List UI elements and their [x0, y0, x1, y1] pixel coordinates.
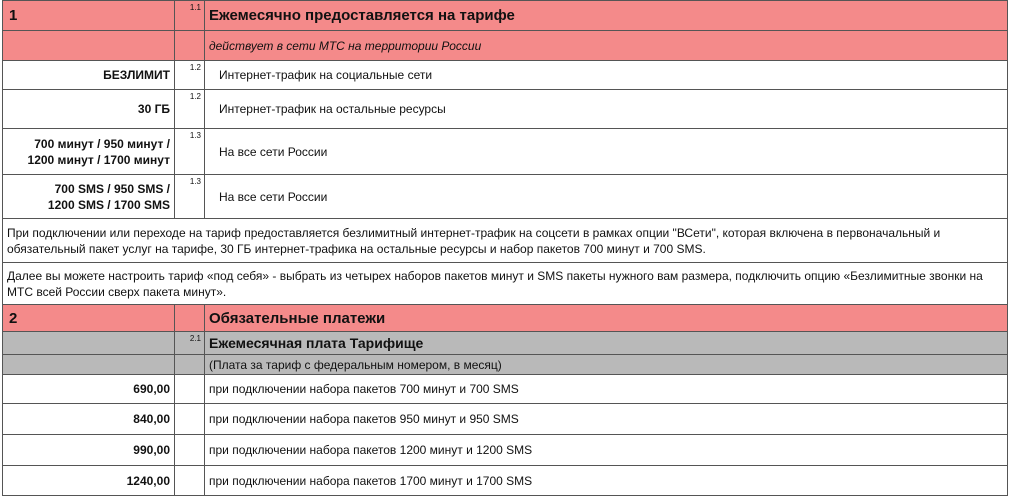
section1-subnumber: 1.1: [175, 1, 205, 31]
table-row: [3, 129, 1008, 175]
item-subnumber: 1.2: [175, 90, 205, 129]
section2-number: 2: [3, 305, 175, 332]
item-value: 30 ГБ: [3, 90, 175, 129]
price-value: 990,00: [3, 435, 175, 466]
section1-header-row: [3, 1, 1008, 31]
description-paragraph: Далее вы можете настроить тариф «под себя» - выбрать из четырех наборов пакетов минут и SMS пакеты нужного вам размера, подключить опцию «Безлимитные звонки на МТС всей России сверх пакета минут».: [3, 263, 1008, 305]
table-row: [3, 466, 1008, 496]
section1-note: действует в сети МТС на территории России: [205, 31, 1008, 61]
table-row: [3, 61, 1008, 90]
description-paragraph: При подключении или переходе на тариф предоставляется безлимитный интернет-трафик на соцсети в рамках опции "ВСети", которая включена в первоначальный и обязательный пакет услуг на тарифе, 30 ГБ интернет-трафика на остальные ресурсы и набор пакетов 700 минут и 700 SMS.: [3, 219, 1008, 263]
section1-note-row: [3, 31, 1008, 61]
section2-subnumber: 2.1: [175, 332, 205, 355]
section1-number: 1: [3, 1, 175, 31]
item-description: Интернет-трафик на остальные ресурсы: [205, 90, 1008, 129]
section2-subnote: (Плата за тариф с федеральным номером, в месяц): [205, 355, 1008, 375]
table-row: [3, 175, 1008, 219]
table-row: [3, 90, 1008, 129]
item-value: [3, 129, 175, 175]
item-description: Интернет-трафик на социальные сети: [205, 61, 1008, 90]
table-row: [3, 435, 1008, 466]
section2-header-row: [3, 305, 1008, 332]
section2-title: Обязательные платежи: [205, 305, 1008, 332]
item-subnumber: 1.3: [175, 129, 205, 175]
section1-title: Ежемесячно предоставляется на тарифе: [205, 1, 1008, 31]
price-value: 1240,00: [3, 466, 175, 496]
price-description: при подключении набора пакетов 700 минут и 700 SMS: [205, 375, 1008, 404]
item-subnumber: 1.2: [175, 61, 205, 90]
paragraph-row: [3, 263, 1008, 305]
section2-subnote-row: [3, 355, 1008, 375]
table-row: [3, 404, 1008, 435]
price-description: при подключении набора пакетов 950 минут и 950 SMS: [205, 404, 1008, 435]
item-description: На все сети России: [205, 129, 1008, 175]
table-row: [3, 375, 1008, 404]
item-value-line: 700 минут / 950 минут /: [34, 136, 170, 151]
price-description: при подключении набора пакетов 1200 минут и 1200 SMS: [205, 435, 1008, 466]
item-value: БЕЗЛИМИТ: [3, 61, 175, 90]
section2-subtitle: Ежемесячная плата Тарифище: [205, 332, 1008, 355]
section2-subheader-row: [3, 332, 1008, 355]
price-value: 840,00: [3, 404, 175, 435]
item-subnumber: 1.3: [175, 175, 205, 219]
item-value: [3, 175, 175, 219]
price-description: при подключении набора пакетов 1700 минут и 1700 SMS: [205, 466, 1008, 496]
price-value: 690,00: [3, 375, 175, 404]
tariff-table: [2, 0, 1008, 496]
item-description: На все сети России: [205, 175, 1008, 219]
item-value-line: 1200 минут / 1700 минут: [27, 152, 170, 167]
item-value-line: 1200 SMS / 1700 SMS: [47, 197, 170, 212]
item-value-line: 700 SMS / 950 SMS /: [54, 181, 170, 196]
paragraph-row: [3, 219, 1008, 263]
